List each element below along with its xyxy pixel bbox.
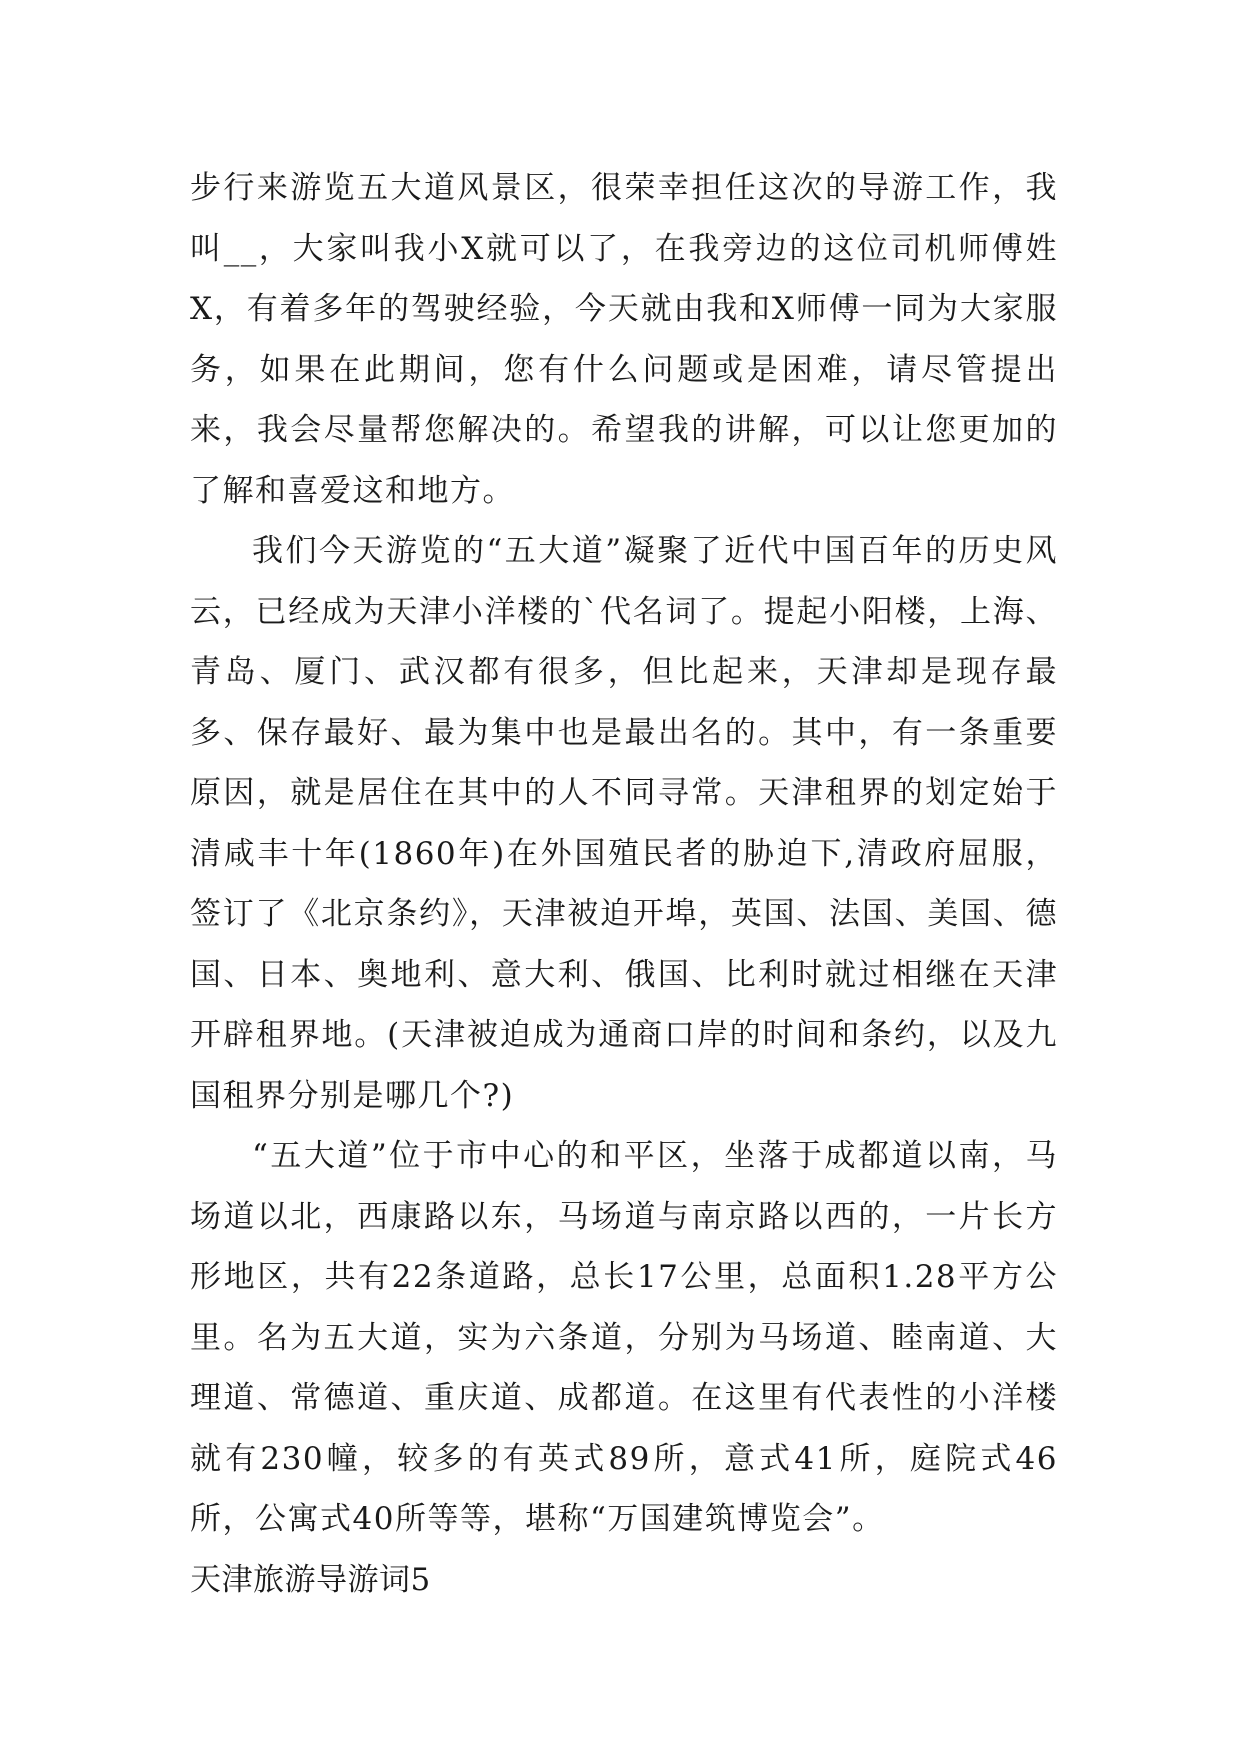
document-body (190, 158, 1058, 1610)
paragraph-history: 我们今天游览的“五大道”凝聚了近代中国百年的历史风云，已经成为天津小洋楼的`代名词了。提起小阳楼，上海、青岛、厦门、武汉都有很多，但比起来，天津却是现存最多、保存最好、最为集中也是最出名的。其中，有一条重要原因，就是居住在其中的人不同寻常。天津租界的划定始于清咸丰十年(1860年)在外国殖民者的胁迫下,清政府屈服，签订了《北京条约》，天津被迫开埠，英国、法国、美国、德国、日本、奥地利、意大利、俄国、比利时就过相继在天津开辟租界地。(天津被迫成为通商口岸的时间和条约，以及九国租界分别是哪几个?) (190, 533, 1058, 1114)
section-heading: 天津旅游导游词5 (190, 1561, 431, 1598)
paragraph-location: “五大道”位于市中心的和平区，坐落于成都道以南，马场道以北，西康路以东，马场道与南京路以西的，一片长方形地区，共有22条道路，总长17公里，总面积1.28平方公里。名为五大道，实为六条道，分别为马场道、睦南道、大理道、常德道、重庆道、成都道。在这里有代表性的小洋楼就有230幢，较多的有英式89所，意式41所，庭院式46所，公寓式40所等等，堪称“万国建筑博览会”。 (190, 1138, 1058, 1537)
paragraph-intro: 步行来游览五大道风景区，很荣幸担任这次的导游工作，我叫__，大家叫我小X就可以了，在我旁边的这位司机师傅姓X，有着多年的驾驶经验，今天就由我和X师傅一同为大家服务，如果在此期间，您有什么问题或是困难，请尽管提出来，我会尽量帮您解决的。希望我的讲解，可以让您更加的了解和喜爱这和地方。 (190, 170, 1058, 509)
